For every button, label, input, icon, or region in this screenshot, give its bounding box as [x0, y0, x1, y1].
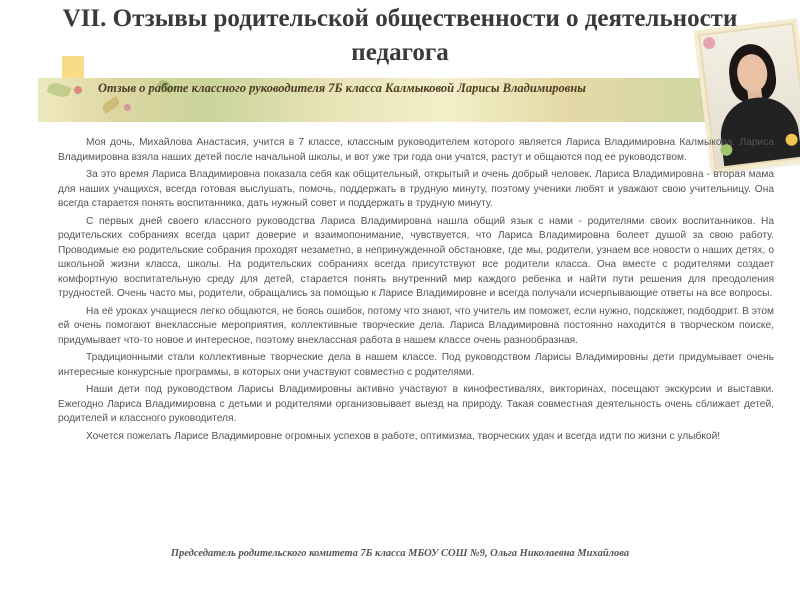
review-text — [58, 136, 774, 447]
slide-title: VII. Отзывы родительской общественности о деятельности педагога — [62, 5, 738, 66]
review-paragraph: Моя дочь, Михайлова Анастасия, учится в 7 классе, классным руководителем которого является Лариса Владимировна Калмыкова. Лариса Владимировна взяла наших детей после начальной школы, и вот уже три года они учатся, растут и общаются под ее руководством. — [58, 137, 774, 163]
signature: Председатель родительского комитета 7Б класса МБОУ СОШ №9, Ольга Николаевна Михайлова — [170, 548, 630, 559]
flower-decoration — [74, 86, 82, 94]
review-paragraph: Хочется пожелать Ларисе Владимировне огромных успехов в работе, оптимизма, творческих удач и всегда идти по жизни с улыбкой! — [86, 430, 721, 442]
review-paragraph: Наши дети под руководством Ларисы Владимировны активно участвуют в кинофестивалях, викторинах, посещают экскурсии и выставки. Ежегодно Лариса Владимировна с детьми и родителями организовывает выезд на природу. Такая совместная деятельность очень сближает детей, родителей и классного руководителя. — [58, 384, 774, 424]
review-subtitle: Отзыв о работе классного руководителя 7Б класса Калмыковой Ларисы Владимировны — [98, 81, 586, 95]
leaf-decoration — [47, 81, 72, 100]
flower-decoration — [124, 104, 131, 111]
leaf-decoration — [101, 96, 122, 114]
review-paragraph: С первых дней своего классного руководства Лариса Владимировна нашла общий язык с нами - родителями своих воспитанников. На родительских собраниях всегда царит доверие и взаимопонимание, чувствуется, что Лариса Владимировна болеет душой за свою работу. Проводимые ею родительские собрания проходят незаметно, в непринужденной обстановке, где мы, родители, узнаем все новости о наших детях, о школьной жизни класса, школы. На родительских собраниях всегда присутствуют все родители класса. Она вместе с родителями создает комфортную воспитательную среду для детей, старается понять внутренний мир каждого ребенка и найти пути решения для преодоления трудностей. Очень часто мы, родители, обращались за помощью к Ларисе Владимировне и всегда получали исчерпывающие ответы на все вопросы. — [58, 215, 774, 299]
review-paragraph: Традиционными стали коллективные творческие дела в нашем классе. Под руководством Ларисы Владимировны дети придумывает очень интересные конкурсные программы, в которых они участвуют совместно с родителями. — [58, 352, 774, 378]
review-paragraph: За это время Лариса Владимировна показала себя как общительный, открытый и очень добрый человек. Лариса Владимировна - вторая мама для наших учащихся, всегда готовая выслушать, помочь, поддержать в трудную минуту, поэтому ученики любят и уважают свою учительницу. Она всегда старается понять воспитанника, дать нужный совет и поддержать в трудную минуту. — [58, 169, 774, 209]
review-paragraph: На её уроках учащиеся легко общаются, не боясь ошибок, потому что знают, что учитель им поможет, если нужно, подскажет, подбодрит. В этом ей очень помогают внеклассные мероприятия, коллективные творческие дела. Лариса Владимировна постоянно находится в творческом поиске, придумывает что-то новое и интересное, поэтому внеклассная работа в нашем классе очень разнообразная. — [58, 305, 774, 346]
